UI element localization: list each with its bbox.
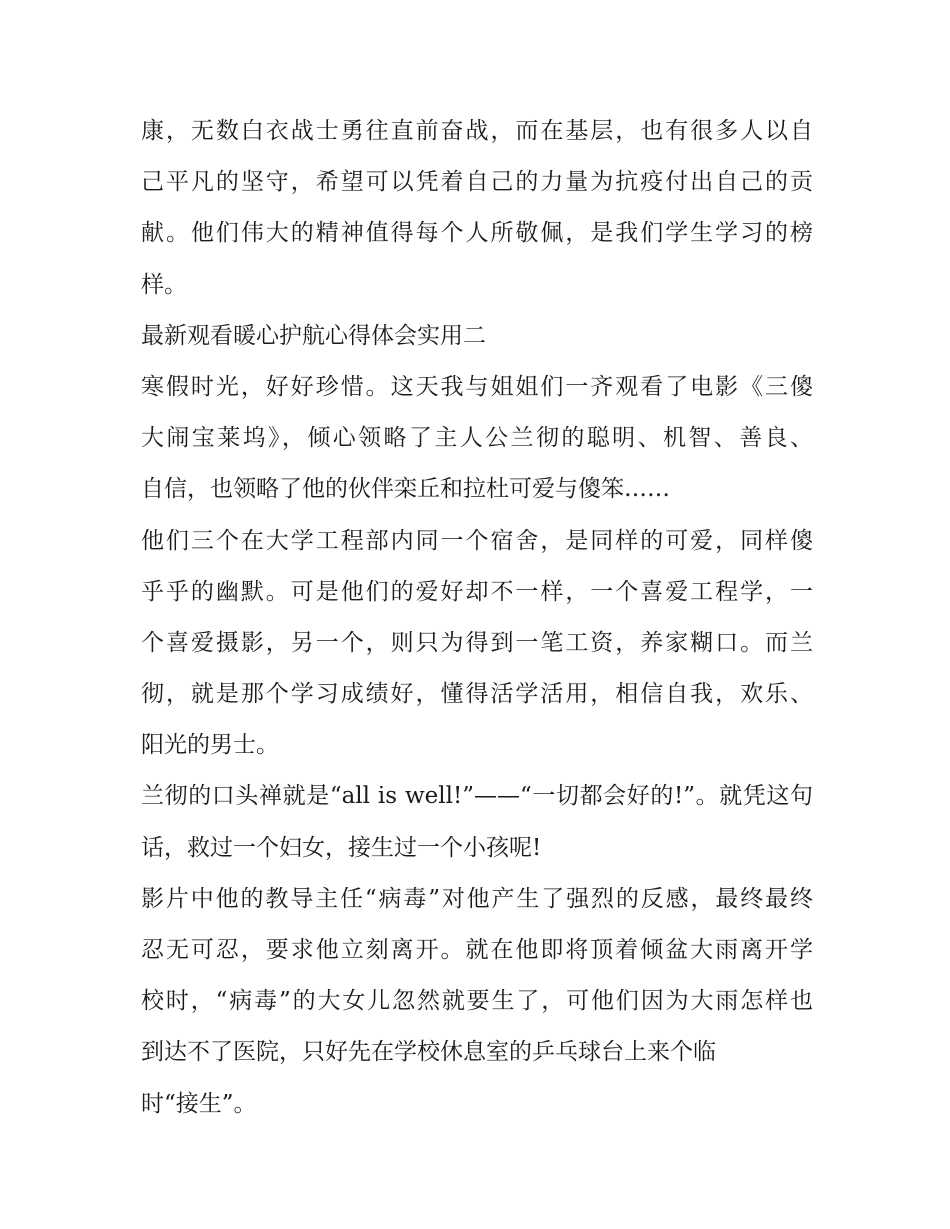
text-line: 献。他们伟大的精神值得每个人所敬佩，是我们学生学习的榜 xyxy=(141,220,813,247)
section-heading: 最新观看暖心护航心得体会实用二 xyxy=(141,322,486,349)
text-line: 校时，“病毒”的大女儿忽然就要生了，可他们因为大雨怎样也 xyxy=(141,988,813,1015)
text-line: 彻，就是那个学习成绩好，懂得活学活用，相信自我，欢乐、 xyxy=(141,681,813,708)
text-line: 自信，也领略了他的伙伴栾丘和拉杜可爱与傻笨…… xyxy=(141,476,670,503)
text-line: 寒假时光，好好珍惜。这天我与姐姐们一齐观看了电影《三傻 xyxy=(141,373,813,400)
text-line: 兰彻的口头禅就是“all is well!”——“一切都会好的!”。就凭这句 xyxy=(141,783,813,810)
document-body xyxy=(141,106,813,1130)
text-line: 个喜爱摄影，另一个，则只为得到一笔工资，养家糊口。而兰 xyxy=(141,629,813,656)
text-line: 阳光的男士。 xyxy=(141,732,279,759)
text-line: 康，无数白衣战士勇往直前奋战，而在基层，也有很多人以自 xyxy=(141,118,813,144)
text-line: 时“接生”。 xyxy=(141,1090,257,1117)
text-line: 影片中他的教导主任“病毒”对他产生了强烈的反感，最终最终 xyxy=(141,885,813,912)
text-line: 他们三个在大学工程部内同一个宿舍，是同样的可爱，同样傻 xyxy=(141,527,813,554)
text-line: 到达不了医院，只好先在学校休息室的乒乓球台上来个临 xyxy=(141,1039,716,1066)
text-line: 大闹宝莱坞》，倾心领略了主人公兰彻的聪明、机智、善良、 xyxy=(141,425,813,452)
text-line: 己平凡的坚守，希望可以凭着自己的力量为抗疫付出自己的贡 xyxy=(141,169,813,196)
text-line: 样。 xyxy=(141,271,187,298)
text-line: 乎乎的幽默。可是他们的爱好却不一样，一个喜爱工程学，一 xyxy=(141,578,813,605)
text-line: 忍无可忍，要求他立刻离开。就在他即将顶着倾盆大雨离开学 xyxy=(141,937,813,963)
text-line: 话，救过一个妇女，接生过一个小孩呢! xyxy=(141,834,542,861)
